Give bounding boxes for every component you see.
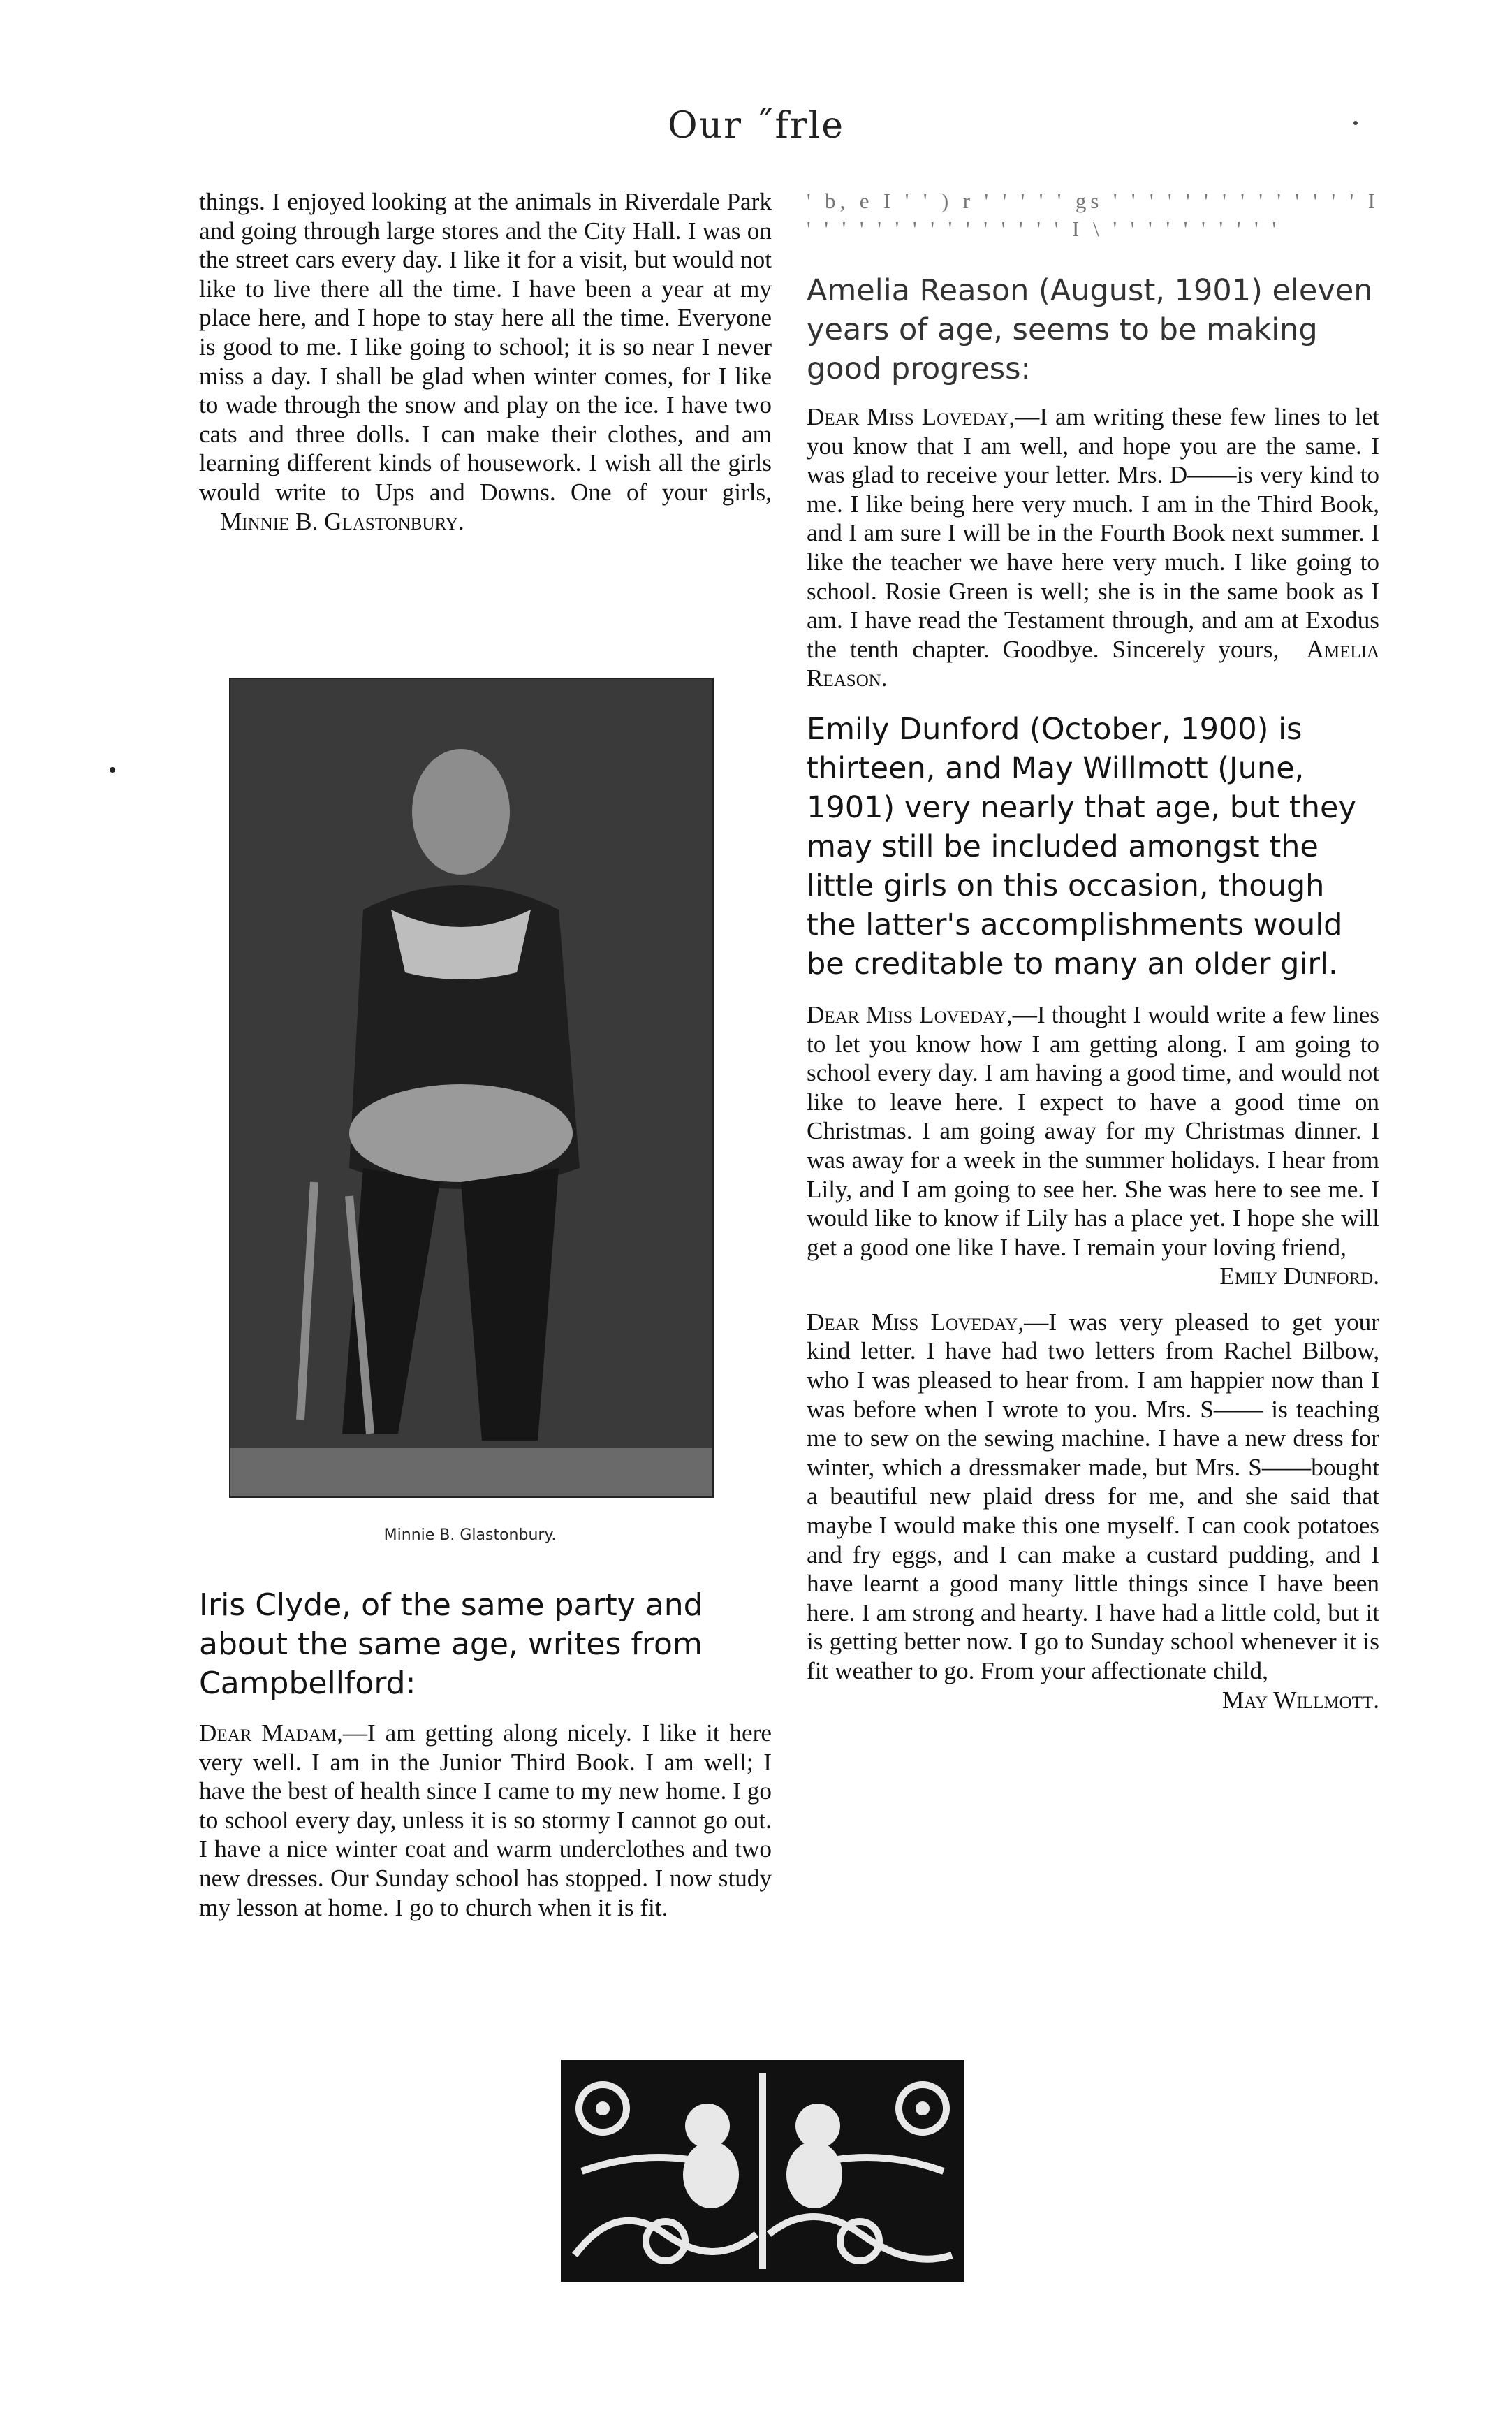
letter-body: things. I enjoyed looking at the animals in Riverdale Park and going through large stores and the City Hall. I was on the street cars every day. I like it for a visit, but would not like to live there all the time. I have been a year at my place here, and I hope to stay here all the time. Everyone is good to me. I like going to school; it is so near I never miss a day. I shall be glad when winter comes, for I like to wade through the snow and play on the ice. I have two cats and three dolls. I can make their clothes, and am learning different kinds of housework. I wish all the girls would write to Ups and Downs. One of your girls, bbox=[199, 188, 772, 506]
cherub-ornament-icon bbox=[561, 2060, 964, 2282]
left-column bbox=[199, 187, 772, 536]
decorative-ornament bbox=[561, 2060, 964, 2282]
print-speck bbox=[1353, 121, 1358, 125]
portrait-illustration bbox=[230, 679, 712, 1496]
letter-paragraph bbox=[807, 1000, 1379, 1262]
letter-salutation: Dear Miss Loveday, bbox=[807, 1000, 1013, 1028]
letter-body: —I am writing these few lines to let you know that I am well, and hope you are the same. I was glad to receive your letter. Mrs. D——is very kind to me. I like being here very much. I am in the Third Book, and I am sure I will be in the Fourth Book next summer. I like the teacher we have here very much. I like going to school. Rosie Green is well; she is in the same book as I am. I have read the Testament through, and am at Exodus the tenth chapter. Goodbye. Sincerely yours, bbox=[807, 403, 1379, 663]
letter-salutation: Dear Miss Loveday, bbox=[807, 1308, 1025, 1336]
letter-body: —I am getting along nicely. I like it here very well. I am in the Junior Third Book. I am well; I have the best of health since I came to my new home. I go to school every day, unless it is so stormy I cannot go out. I have a nice winter coat and warm underclothes and two new dresses. Our Sunday school has stopped. I now study my lesson at home. I go to church when it is fit. bbox=[199, 1719, 772, 1921]
letter-paragraph bbox=[807, 402, 1379, 693]
left-column-lower bbox=[199, 1586, 772, 1922]
right-column bbox=[807, 187, 1379, 1714]
letter-signature: Minnie B. Glastonbury. bbox=[220, 507, 464, 535]
letter-body: —I was very pleased to get your kind letter. I have had two letters from Rachel Bilbow, who I was pleased to hear from. I am happier now than I was before when I wrote to you. Mrs. S—— is teaching me to sew on the sewing machine. I have a new dress for winter, which a dressmaker made, but Mrs. S——bought a beautiful new plaid dress for me, and she said that maybe I would make this one myself. I can cook potatoes and fry eggs, and I can make a custard pudding, and I have learnt a good many little things since I have been here. I am strong and hearty. I have had a little cold, but it is getting better now. I go to Sunday school whenever it is fit weather to go. From your affectionate child, bbox=[807, 1308, 1379, 1684]
print-speck bbox=[110, 767, 115, 773]
running-header: Our ˝frle bbox=[667, 105, 844, 147]
letter-signature: Amelia Reason. bbox=[807, 635, 1380, 692]
letter-paragraph bbox=[199, 1719, 772, 1922]
faded-text: ' b, e I ' ' ) r ' ' ' ' ' gs ' ' ' ' ' ' ' ' ' ' ' ' ' ' I ' ' ' ' ' ' ' ' ' ' ' ' ' ' ' I \ ' ' ' ' ' ' ' ' ' ' bbox=[807, 189, 1379, 241]
letter-paragraph bbox=[807, 1308, 1379, 1686]
letter-continuation bbox=[199, 187, 772, 536]
letter-salutation: Dear Miss Loveday, bbox=[807, 403, 1015, 430]
photo-caption: Minnie B. Glastonbury. bbox=[383, 1526, 557, 1544]
intro-paragraph: Emily Dunford (October, 1900) is thirteen, and May Willmott (June, 1901) very nearly that age, but they may still be included amongst the little girls on this occasion, though the latter's accomplishments would be creditable to many an older girl. bbox=[807, 711, 1356, 982]
letter-salutation: Dear Madam, bbox=[199, 1719, 343, 1747]
intro-paragraph: Iris Clyde, of the same party and about the same age, writes from Campbellford: bbox=[199, 1587, 703, 1701]
letter-signature: May Willmott. bbox=[1222, 1686, 1379, 1714]
letter-body: —I thought I would write a few lines to let you know how I am getting along. I am going to school every day. I am having a good time, and would not like to leave here. I expect to have a good time on Christmas. I am going away for my Christmas dinner. I was away for a week in the summer holidays. I hear from Lily, and I am going to see her. She was here to see me. I would like to know if Lily has a place yet. I hope she will get a good one like I have. I remain your loving friend, bbox=[807, 1000, 1379, 1261]
intro-paragraph: Amelia Reason (August, 1901) eleven years of age, seems to be making good progress: bbox=[807, 273, 1373, 386]
portrait-photo bbox=[229, 678, 714, 1498]
letter-signature: Emily Dunford. bbox=[1219, 1262, 1379, 1290]
